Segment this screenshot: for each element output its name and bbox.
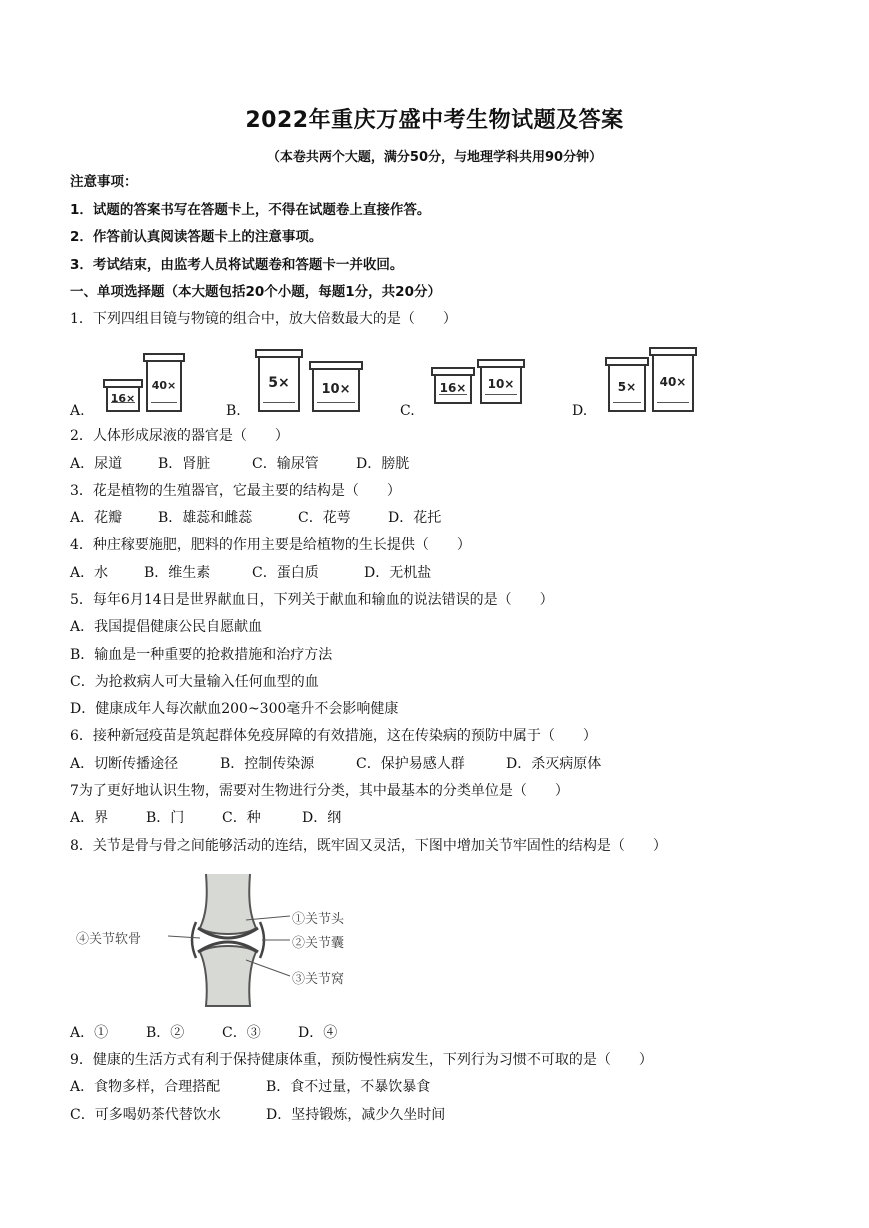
options-row (70, 455, 409, 473)
options-row (70, 809, 341, 827)
eyepiece-lens (106, 384, 140, 412)
options-row (70, 1024, 337, 1042)
lens-label: 40× (151, 378, 177, 392)
lens-figure (70, 340, 790, 420)
option: A．尿道 (70, 456, 123, 472)
options-row (70, 1106, 445, 1124)
option: C．③ (222, 1025, 261, 1041)
option: C．为抢救病人可大量输入任何血型的血 (70, 674, 319, 690)
option: A．切断传播途径 (70, 756, 179, 772)
option: D．健康成年人每次献血200~300毫升不会影响健康 (70, 701, 399, 717)
figure-label-capsule: ②关节囊 (292, 936, 345, 951)
option: D．无机盐 (364, 565, 432, 581)
options-row (70, 564, 431, 582)
objective-lens (480, 364, 522, 404)
option: A．① (70, 1025, 109, 1041)
joint-diagram (70, 870, 400, 1010)
option: C．种 (222, 810, 261, 826)
objective-lens (652, 352, 694, 412)
note-item: 3．考试结束，由监考人员将试题卷和答题卡一并收回。 (70, 257, 404, 273)
option-letter: D. (572, 403, 588, 419)
objective-lens (312, 366, 360, 412)
option: B．食不过量，不暴饮暴食 (266, 1079, 431, 1095)
option: A．花瓣 (70, 510, 123, 526)
option: C．可多喝奶茶代替饮水 (70, 1107, 221, 1123)
note-item: 2．作答前认真阅读答题卡上的注意事项。 (70, 229, 323, 245)
option: D．坚持锻炼，减少久坐时间 (266, 1107, 446, 1123)
option: C．输尿管 (252, 456, 319, 472)
option-letter: B. (226, 403, 241, 419)
lens-label: 10× (321, 381, 351, 397)
option: D．膀胱 (356, 456, 410, 472)
figure-label-head: ①关节头 (292, 912, 345, 927)
figure-label-socket: ③关节窝 (292, 972, 345, 987)
options-row (70, 755, 601, 773)
option-letter: C. (400, 403, 415, 419)
lens-label: 10× (487, 377, 515, 391)
option: B．肾脏 (158, 456, 211, 472)
option-letter: A. (70, 403, 85, 419)
question-stem: 5．每年6月14日是世界献血日，下列关于献血和输血的说法错误的是（ ） (70, 592, 554, 608)
eyepiece-lens (434, 372, 472, 404)
page-subtitle: （本卷共两个大题，满分50分，与地理学科共用90分钟） (266, 150, 603, 165)
notes-heading: 注意事项： (70, 174, 138, 190)
option: A．食物多样，合理搭配 (70, 1079, 221, 1095)
option: B．控制传染源 (220, 756, 315, 772)
option: B．维生素 (144, 565, 211, 581)
question-stem: 6．接种新冠疫苗是筑起群体免疫屏障的有效措施，这在传染病的预防中属于（ ） (70, 728, 597, 744)
option: D．杀灭病原体 (506, 756, 602, 772)
option: C．花萼 (298, 510, 351, 526)
option: C．蛋白质 (252, 565, 319, 581)
option: B．② (146, 1025, 185, 1041)
lens-label: 40× (659, 375, 687, 389)
eyepiece-lens (258, 354, 300, 412)
option: A．我国提倡健康公民自愿献血 (70, 619, 263, 635)
note-item: 1．试题的答案书写在答题卡上，不得在试题卷上直接作答。 (70, 202, 431, 218)
option: D．纲 (302, 810, 342, 826)
lens-label: 16× (439, 381, 467, 395)
lens-label: 5× (617, 380, 637, 394)
option: A．界 (70, 810, 109, 826)
option: B．雄蕊和雌蕊 (158, 510, 253, 526)
option: D．花托 (388, 510, 442, 526)
eyepiece-lens (608, 362, 646, 412)
question-stem: 1．下列四组目镜与物镜的组合中，放大倍数最大的是（ ） (70, 311, 457, 327)
lens-label: 16× (110, 391, 136, 405)
page-title: 2022年重庆万盛中考生物试题及答案 (245, 108, 624, 133)
question-stem: 3．花是植物的生殖器官，它最主要的结构是（ ） (70, 483, 401, 499)
option: D．④ (298, 1025, 338, 1041)
options-row (70, 1078, 430, 1096)
option: C．保护易感人群 (356, 756, 465, 772)
objective-lens (146, 358, 182, 412)
figure-label-cartilage: ④关节软骨 (76, 932, 142, 947)
section-heading: 一、单项选择题（本大题包括20个小题，每题1分，共20分） (70, 284, 441, 300)
question-stem: 2．人体形成尿液的器官是（ ） (70, 428, 289, 444)
option: B．门 (146, 810, 185, 826)
option: B．输血是一种重要的抢救措施和治疗方法 (70, 647, 333, 663)
option: A．水 (70, 565, 109, 581)
question-stem: 4．种庄稼要施肥，肥料的作用主要是给植物的生长提供（ ） (70, 537, 471, 553)
question-stem: 7为了更好地认识生物，需要对生物进行分类，其中最基本的分类单位是（ ） (70, 783, 569, 799)
options-row (70, 509, 441, 527)
question-stem: 8．关节是骨与骨之间能够活动的连结，既牢固又灵活，下图中增加关节牢固性的结构是（ ） (70, 838, 667, 854)
question-stem: 9．健康的生活方式有利于保持健康体重，预防慢性病发生，下列行为习惯不可取的是（ ） (70, 1052, 653, 1068)
lens-label: 5× (268, 375, 290, 391)
